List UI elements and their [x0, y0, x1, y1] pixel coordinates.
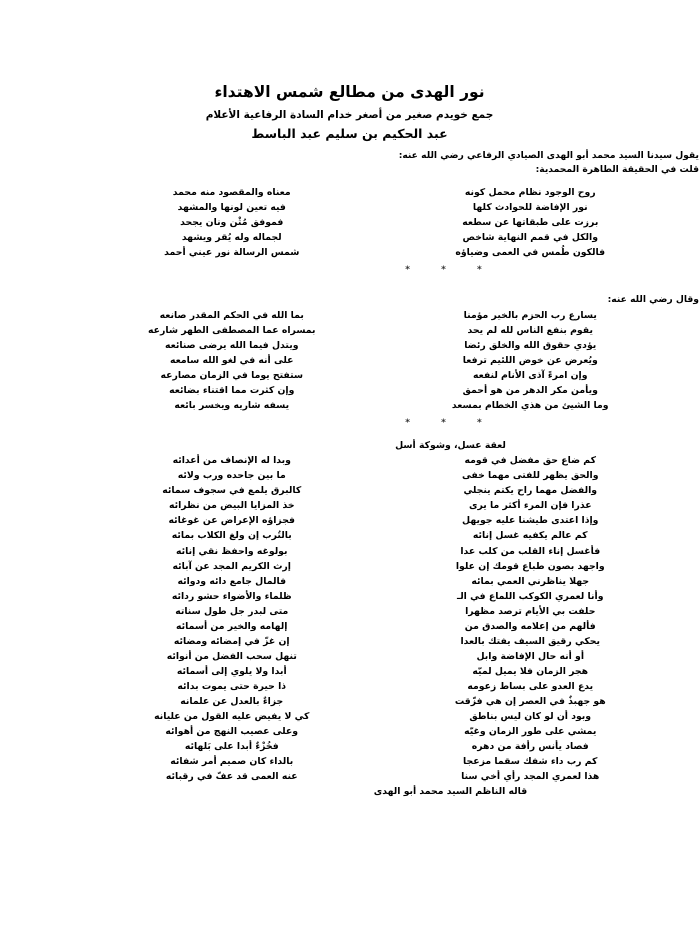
verse-line	[72, 559, 699, 574]
verse-line	[72, 679, 699, 694]
verse-line	[72, 604, 699, 619]
hemistich-right: كم ضاع حق مفضل في قومه	[386, 453, 699, 468]
divider-asterisks: * * *	[405, 262, 495, 279]
hemistich-left: فجزاؤه الإعراض عن غوغائه	[72, 513, 386, 528]
verse-line	[72, 230, 699, 245]
hemistich-left: بالداء كان صميم أمر شفائه	[72, 754, 386, 769]
hemistich-left: فالمال جامع دائه ودوائه	[72, 574, 386, 589]
verse-line	[72, 724, 699, 739]
hemistich-right: فصاد يأنس رأفة من دهره	[386, 739, 699, 754]
hemistich-right: والحق يظهر للفتى مهما خفى	[386, 468, 699, 483]
stanza-2-heading: وقال رضي الله عنه:	[72, 287, 699, 308]
hemistich-right: هو جهبذٌ في العصر إن هي فزّقت	[386, 694, 699, 709]
hemistich-right: وبود أن لو كان ليس بناطق	[386, 709, 699, 724]
verse-line	[72, 513, 699, 528]
hemistich-right: والفضل مهما راح يكتم ينجلي	[386, 483, 699, 498]
attribution-line-1: يقول سيدنا السيد محمد أبو الهدى الصيادي الرفاعي رضي الله عنه:	[72, 149, 699, 163]
verse-line	[72, 483, 699, 498]
divider-asterisks: * * *	[405, 415, 495, 432]
hemistich-left: إن غزّ في إمضائه ومضائه	[72, 634, 386, 649]
verse-line	[72, 468, 699, 483]
verse-line	[72, 215, 699, 230]
stanza-2	[72, 287, 699, 413]
hemistich-left: بالتُرب إن ولغ الكلاب بمائه	[72, 528, 386, 543]
hemistich-left: جزاءٌ بالعدل عن علمانه	[72, 694, 386, 709]
hemistich-left: كالبرق يلمع في سجوف سمائه	[72, 483, 386, 498]
hemistich-left: ويتدل فيما الله يرضى صنائعه	[72, 338, 386, 353]
verse-line	[72, 619, 699, 634]
hemistich-left: ما بين جاحده ورب ولائه	[72, 468, 386, 483]
verse-line	[72, 200, 699, 215]
hemistich-right: وإن امرءً آذى الأنام لنفعه	[386, 368, 699, 383]
hemistich-left: خذ المزايا البيض من نظرائه	[72, 498, 386, 513]
verse-line	[72, 353, 699, 368]
hemistich-right: يسارع رب الحزم بالخير مؤمنا	[386, 308, 699, 323]
stanza-3	[72, 438, 699, 784]
document-page	[0, 82, 699, 947]
stanza-1	[72, 185, 699, 260]
hemistich-right: واجهد بصون طباع قومك إن علوا	[386, 559, 699, 574]
hemistich-right: حلفت بي الأيام ترصد مظهرا	[386, 604, 699, 619]
verse-line	[72, 769, 699, 784]
verse-line	[72, 664, 699, 679]
hemistich-right: ويُعرض عن خوض اللئيم ترفعا	[386, 353, 699, 368]
hemistich-left: متى لبدر جل طول سناته	[72, 604, 386, 619]
hemistich-right: فأغسل إناء القلب من كلب عدا	[386, 544, 699, 559]
attribution-line-2: قلت في الحقيقة الطاهرة المحمدية:	[72, 163, 699, 177]
hemistich-left: لجماله وله يُقر ويشهد	[72, 230, 386, 245]
verse-line	[72, 574, 699, 589]
hemistich-right: وأنا لعمري الكوكب اللماع في الـ	[386, 589, 699, 604]
hemistich-right: وإذا اعتدى طيشنا عليه جويهل	[386, 513, 699, 528]
verse-line	[72, 368, 699, 383]
hemistich-right: ويأمن مكر الدهر من هو أحمق	[386, 383, 699, 398]
verse-line	[72, 453, 699, 468]
hemistich-left: على أنه في لغو الله سامعه	[72, 353, 386, 368]
hemistich-right: يدع العدو على بساط زعومه	[386, 679, 699, 694]
verse-line	[72, 383, 699, 398]
hemistich-right: يحكي رقيق السيف يفتك بالعدا	[386, 634, 699, 649]
hemistich-left: وإن كثرت مما اقتناء بضائعه	[72, 383, 386, 398]
page-title: نور الهدى من مطالع شمس الاهتداء	[0, 82, 699, 103]
hemistich-left: وبدا له الإنصاف من أعدائه	[72, 453, 386, 468]
verse-line	[72, 498, 699, 513]
hemistich-left: معناه والمقصود منه محمد	[72, 185, 386, 200]
hemistich-right: نور الإفاضة للحوادث كلها	[386, 200, 699, 215]
hemistich-right: برزت على طبقاتها عن سطعه	[386, 215, 699, 230]
hemistich-left: ظلماء والأضواء حشو ردائه	[72, 589, 386, 604]
verse-line	[72, 323, 699, 338]
verse-line	[72, 245, 699, 260]
stanza-3-subtitle: لعقة عسل، وشوكة أسل	[72, 438, 699, 453]
hemistich-right: كم عالم يكفيه غسل إنائه	[386, 528, 699, 543]
hemistich-left: إلهامه والخير من أسمائه	[72, 619, 386, 634]
hemistich-left: إرث الكريم المجد عن آبائه	[72, 559, 386, 574]
hemistich-left: تنهل سحب الفضل من أنوائه	[72, 649, 386, 664]
hemistich-left: بولوغه واحفظ نقي إنائه	[72, 544, 386, 559]
verse-line	[72, 709, 699, 724]
verse-line	[72, 338, 699, 353]
hemistich-right: فألهم من إعلامه والصدق من	[386, 619, 699, 634]
hemistich-left: كي لا يفيض عليه القول من عليانه	[72, 709, 386, 724]
hemistich-left: وعلى عصيب النهج من أهوائه	[72, 724, 386, 739]
hemistich-left: فموفق مُثْن ونان يجحد	[72, 215, 386, 230]
verse-line	[72, 754, 699, 769]
hemistich-right: هذا لعمري المجد رأي أخي سنا	[386, 769, 699, 784]
verse-line	[72, 634, 699, 649]
hemistich-right: يؤدي حقوق الله والخلق رئضا	[386, 338, 699, 353]
verse-line	[72, 308, 699, 323]
verse-line	[72, 694, 699, 709]
hemistich-right: والكل في قمم النهاية شاخص	[386, 230, 699, 245]
hemistich-right: فالكون طُمس في العمى وضياؤه	[386, 245, 699, 260]
attribution-block	[72, 149, 699, 177]
hemistich-left: عنه العمى قد عفّ في رقبائه	[72, 769, 386, 784]
verse-line	[72, 739, 699, 754]
stanza-divider	[72, 413, 699, 434]
hemistich-right: أو أنه حال الإفاضة وابل	[386, 649, 699, 664]
hemistich-right: وما الشيئ من هذي الخطام بمسعد	[386, 398, 699, 413]
hemistich-left: شمس الرسالة نور عيني أحمد	[72, 245, 386, 260]
hemistich-left: ذا حيرة حتى يموت بدائه	[72, 679, 386, 694]
hemistich-right: يمشي على طور الزمان وغيّه	[386, 724, 699, 739]
hemistich-left: يسفه شاريه ويخسر بائعه	[72, 398, 386, 413]
hemistich-left: فخُزْءٌ أبدا على بَلهائه	[72, 739, 386, 754]
stanza-divider	[72, 260, 699, 281]
verse-line	[72, 589, 699, 604]
hemistich-right: عذرا فإن المرء أكثر ما يرى	[386, 498, 699, 513]
hemistich-right: جهلا يناظرني العمي بمائه	[386, 574, 699, 589]
hemistich-right: يقوم بنفع الناس لله لم يحد	[386, 323, 699, 338]
document-subtitle: جمع خويدم صغير من أصغر خدام السادة الرفاعية الأعلام	[0, 108, 699, 123]
hemistich-left: بما الله في الحكم المقدر صانعه	[72, 308, 386, 323]
hemistich-right: هجر الزمان فلا يميل لميّه	[386, 664, 699, 679]
document-author: عبد الحكيم بن سليم عبد الباسط	[0, 125, 699, 143]
hemistich-right: روح الوجود نظام محمل كونه	[386, 185, 699, 200]
verse-line	[72, 398, 699, 413]
verse-line	[72, 185, 699, 200]
hemistich-left: ستفتح يوما في الزمان مصارعه	[72, 368, 386, 383]
hemistich-left: أبدا ولا يلوي إلى أسمائه	[72, 664, 386, 679]
hemistich-left: بمسراه عما المصطفى الطهر شارعه	[72, 323, 386, 338]
verse-line	[72, 544, 699, 559]
hemistich-left: فيه تعين لونها والمشهد	[72, 200, 386, 215]
document-header	[0, 82, 699, 142]
verse-line	[72, 649, 699, 664]
closing-attribution: قاله الناظم السيد محمد أبو الهدى	[72, 784, 699, 800]
hemistich-right: كم رب داء شفك سقما مزعجا	[386, 754, 699, 769]
verse-line	[72, 528, 699, 543]
